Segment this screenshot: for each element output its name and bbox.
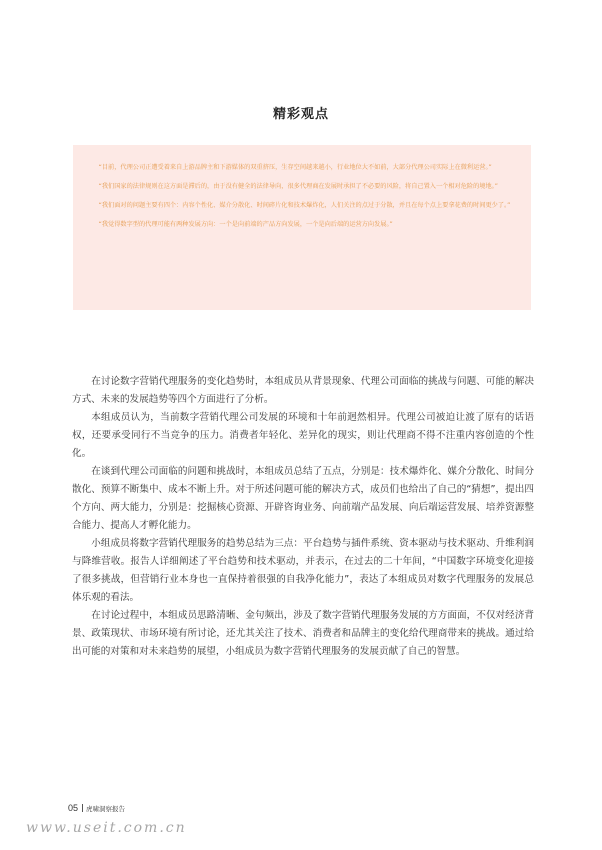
watermark: www.useit.com.cn <box>26 820 187 836</box>
highlights-quote-box <box>73 145 531 310</box>
body-paragraph: 在谈到代理公司面临的问题和挑战时，本组成员总结了五点，分别是：技术爆炸化、媒介分散化、时间分散化、预算不断集中、成本不断上升。对于所述问题可能的解决方式，成员们也给出了自己的“猜想”，提出四个方向、两大能力，分别是：挖掘核心资源、开辟咨询业务、向前端产品发展、向后端运营发展、培养资源整合能力、提高人才孵化能力。 <box>72 466 534 531</box>
footer-divider <box>82 804 83 812</box>
body-text <box>72 373 534 661</box>
quote-item: “我们面对的问题主要有四个：内容个性化、媒介分散化、时间碎片化和技术爆炸化，人们关注的点过于分散，并且在每个点上要拿花费的时间更少了。” <box>98 202 511 209</box>
body-paragraph: 在讨论过程中，本组成员思路清晰、金句频出，涉及了数字营销代理服务发展的方方面面，不仅对经济背景、政策现状、市场环境有所讨论，还尤其关注了技术、消费者和品牌主的变化给代理商带来的挑战。通过给出可能的对策和对未来趋势的展望，小组成员为数字营销代理服务的发展贡献了自己的智慧。 <box>72 610 534 657</box>
quote-item: “目前，代理公司正遭受着来自上游品牌主和下游媒体的双重挤压，生存空间越来越小，行业地位大不如前，大部分代理公司实际上在微利运营。” <box>98 164 492 171</box>
quote-item: “我觉得数字型的代理可能有两种发展方向：一个是向前端的产品方向发展，一个是向后端的运营方向发展。” <box>98 221 393 228</box>
page-title: 精彩观点 <box>272 107 329 122</box>
quote-item: “我们国家的法律规则在这方面是滞后的，由于没有健全的法律导向，很多代理商在发展时承担了不必要的风险，将自己置入一个相对危险的境地。” <box>98 183 498 190</box>
body-paragraph: 本组成员认为，当前数字营销代理公司发展的环境和十年前迥然相异。代理公司被迫让渡了原有的话语权，还要承受同行不当竞争的压力。消费者年轻化、差异化的现实，则让代理商不得不注重内容创造的个性化。 <box>72 412 534 459</box>
page-number: 05 <box>68 803 79 813</box>
body-paragraph: 在讨论数字营销代理服务的变化趋势时，本组成员从背景现象、代理公司面临的挑战与问题、可能的解决方式、未来的发展趋势等四个方面进行了分析。 <box>72 376 534 405</box>
report-name: 虎啸洞察报告 <box>86 804 126 813</box>
body-paragraph: 小组成员将数字营销代理服务的趋势总结为三点：平台趋势与插件系统、资本驱动与技术驱动、升维利润与降维营收。报告人详细阐述了平台趋势和技术驱动，并表示，在过去的二十年间，“中国数字环境变化迎接了很多挑战，但营销行业本身也一直保持着很强的自我净化能力”，表达了本组成员对数字代理服务的发展总体乐观的看法。 <box>72 538 534 603</box>
page-footer <box>68 802 125 814</box>
